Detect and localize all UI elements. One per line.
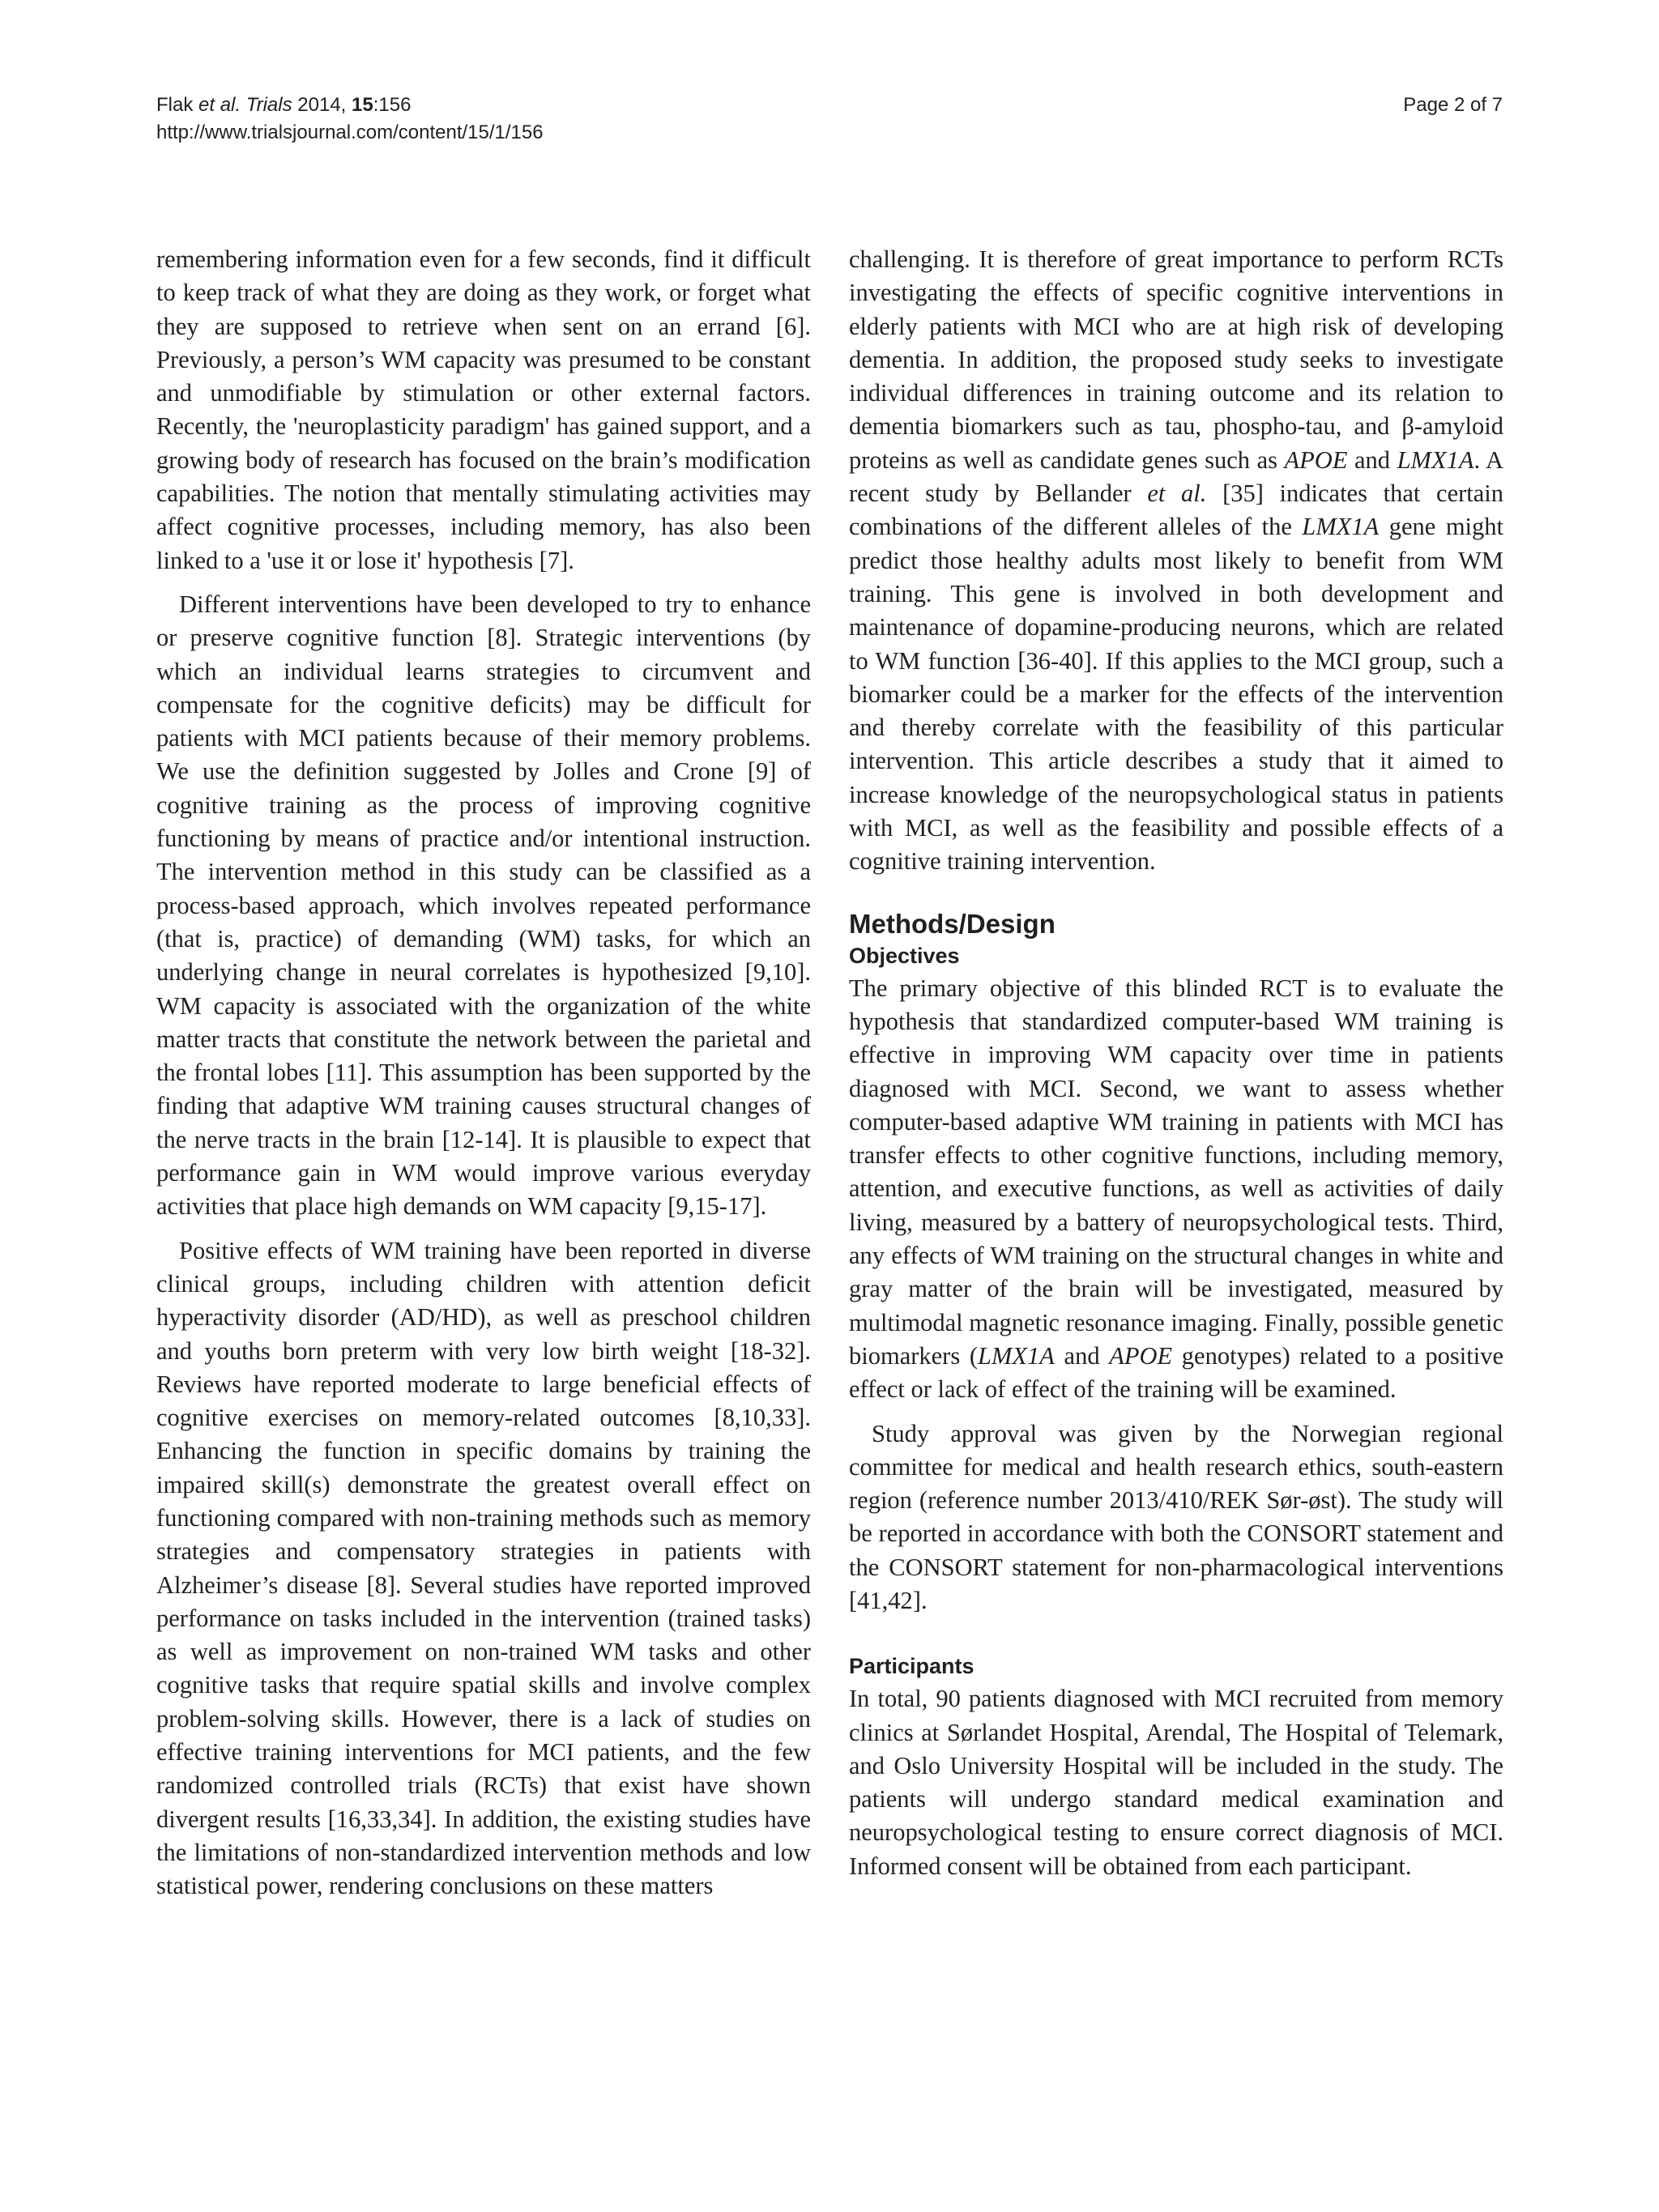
text-run: The primary objective of this blinded RCT is to evaluate the hypothesis that standardized computer-based WM training is effective in improving WM capacity over time in patients diagnosed with MCI. Second, we want to assess whether computer-based adaptive WM training in patients with MCI has transfer effects to other cognitive functions, including memory, attention, and executive functions, as well as activities of daily living, measured by a battery of neuropsychological tests. Third, any effects of WM training on the structural changes in white and gray matter of the brain will be investigated, measured by multimodal magnetic resonance imaging. Finally, possible genetic biomarkers (: [849, 974, 1503, 1370]
subheading-participants: Participants: [849, 1654, 975, 1679]
page-number: Page 2 of 7: [1403, 94, 1503, 116]
citation-etal: et al.: [198, 94, 241, 116]
text-run: [35] indicates that certain combinations of the different alleles of the: [849, 479, 1503, 541]
left-column: [156, 243, 811, 1903]
right-paragraph-1: [849, 243, 1503, 879]
section-heading-methods: Methods/Design: [849, 908, 1056, 939]
citation-author: Flak: [156, 94, 194, 116]
text-run: . A recent study by Bellander: [849, 445, 1503, 508]
right-paragraph-2: [849, 972, 1503, 1407]
text-run: challenging. It is therefore of great importance to perform RCTs investigating the effects of specific cognitive interventions in elderly patients with MCI who are at high risk of developing dementia. In addition, the proposed study seeks to investigate individual differences in training outcome and its relation to dementia biomarkers such as tau, phospho-tau, and β-amyloid proteins as well as candidate genes such as: [849, 245, 1503, 474]
text-run: gene might predict those healthy adults most likely to benefit from WM training. This gene is involved in both development and maintenance of dopamine-producing neurons, which are related to WM function [36-40]. If this applies to the MCI group, such a biomarker could be a marker for the effects of the intervention and thereby correlate with the feasibility of this particular intervention. This article describes a study that it aimed to increase knowledge of the neuropsychological status in patients with MCI, as well as the feasibility and possible effects of a cognitive training intervention.: [849, 513, 1503, 876]
left-paragraph-3: Positive effects of WM training have been reported in diverse clinical groups, including children with attention deficit hyperactivity disorder (AD/HD), as well as preschool children and youths born preterm with very low birth weight [18-32]. Reviews have reported moderate to large beneficial effects of cognitive exercises on memory-related outcomes [8,10,33]. Enhancing the function in specific domains by training the impaired skill(s) demonstrate the greatest overall effect on functioning compared with non-training methods such as memory strategies and compensatory strategies in patients with Alzheimer’s disease [8]. Several studies have reported improved performance on tasks included in the intervention (trained tasks) as well as improvement on non-trained WM tasks and other cognitive tasks that require spatial skills and involve complex problem-solving skills. However, there is a lack of studies on effective training interventions for MCI patients, and the few randomized controlled trials (RCTs) that exist have shown divergent results [16,33,34]. In addition, the existing studies have the limitations of non-standardized intervention methods and low statistical power, rendering conclusions on these matters: [156, 1236, 811, 1900]
et-al: et al.: [1147, 479, 1207, 508]
text-run: genotypes) related to a positive effect or lack of effect of the training will be examined.: [849, 1341, 1503, 1404]
subheading-objectives: Objectives: [849, 943, 960, 968]
text-run: and: [1054, 1341, 1110, 1370]
right-paragraph-3: Study approval was given by the Norwegian regional committee for medical and health research ethics, south-eastern region (reference number 2013/410/REK Sør-øst). The study will be reported in accordance with both the CONSORT statement and the CONSORT statement for non-pharmacological interventions [41,42].: [849, 1419, 1503, 1614]
left-paragraph-1: remembering information even for a few seconds, find it difficult to keep track of what they are doing as they work, or forget what they are supposed to retrieve when sent on an errand [6]. Previously, a person’s WM capacity was presumed to be constant and unmodifiable by stimulation or other external factors. Recently, the 'neuroplasticity paradigm' has gained support, and a growing body of research has focused on the brain’s modification capabilities. The notion that mentally stimulating activities may affect cognitive processes, including memory, has also been linked to a 'use it or lose it' hypothesis [7].: [156, 245, 811, 574]
gene-name: LMX1A: [1302, 513, 1380, 541]
gene-name: LMX1A: [1397, 445, 1474, 474]
right-column: [849, 243, 1503, 1883]
running-header: [156, 92, 544, 147]
gene-name: LMX1A: [978, 1341, 1055, 1370]
citation-volume: 15: [352, 94, 373, 116]
left-paragraph-2: Different interventions have been developed to try to enhance or preserve cognitive function [8]. Strategic interventions (by which an individual learns strategies to circumvent and compensate for the cognitive deficits) may be difficult for patients with MCI patients because of their memory problems. We use the definition suggested by Jolles and Crone [9] of cognitive training as the process of improving cognitive functioning by means of practice and/or intentional instruction. The intervention method in this study can be classified as a process-based approach, which involves repeated performance (that is, practice) of demanding (WM) tasks, for which an underlying change in neural correlates is hypothesized [9,10]. WM capacity is associated with the organization of the white matter tracts that constitute the network between the parietal and the frontal lobes [11]. This assumption has been supported by the finding that adaptive WM training causes structural changes of the nerve tracts in the brain [12-14]. It is plausible to expect that performance gain in WM would improve various everyday activities that place high demands on WM capacity [9,15-17].: [156, 590, 811, 1221]
right-paragraph-4: In total, 90 patients diagnosed with MCI recruited from memory clinics at Sørlandet Hospital, Arendal, The Hospital of Telemark, and Oslo University Hospital will be included in the study. The patients will undergo standard medical examination and neuropsychological testing to ensure correct diagnosis of MCI. Informed consent will be obtained from each participant.: [849, 1685, 1503, 1880]
gene-name: APOE: [1109, 1341, 1173, 1370]
article-url-link[interactable]: http://www.trialsjournal.com/content/15/1/156: [156, 121, 544, 143]
citation-year: 2014,: [297, 94, 347, 116]
citation-journal: Trials: [245, 94, 292, 116]
text-run: and: [1347, 445, 1397, 474]
gene-name: APOE: [1284, 445, 1348, 474]
citation-line: [156, 92, 544, 119]
citation-article: :156: [373, 94, 412, 116]
